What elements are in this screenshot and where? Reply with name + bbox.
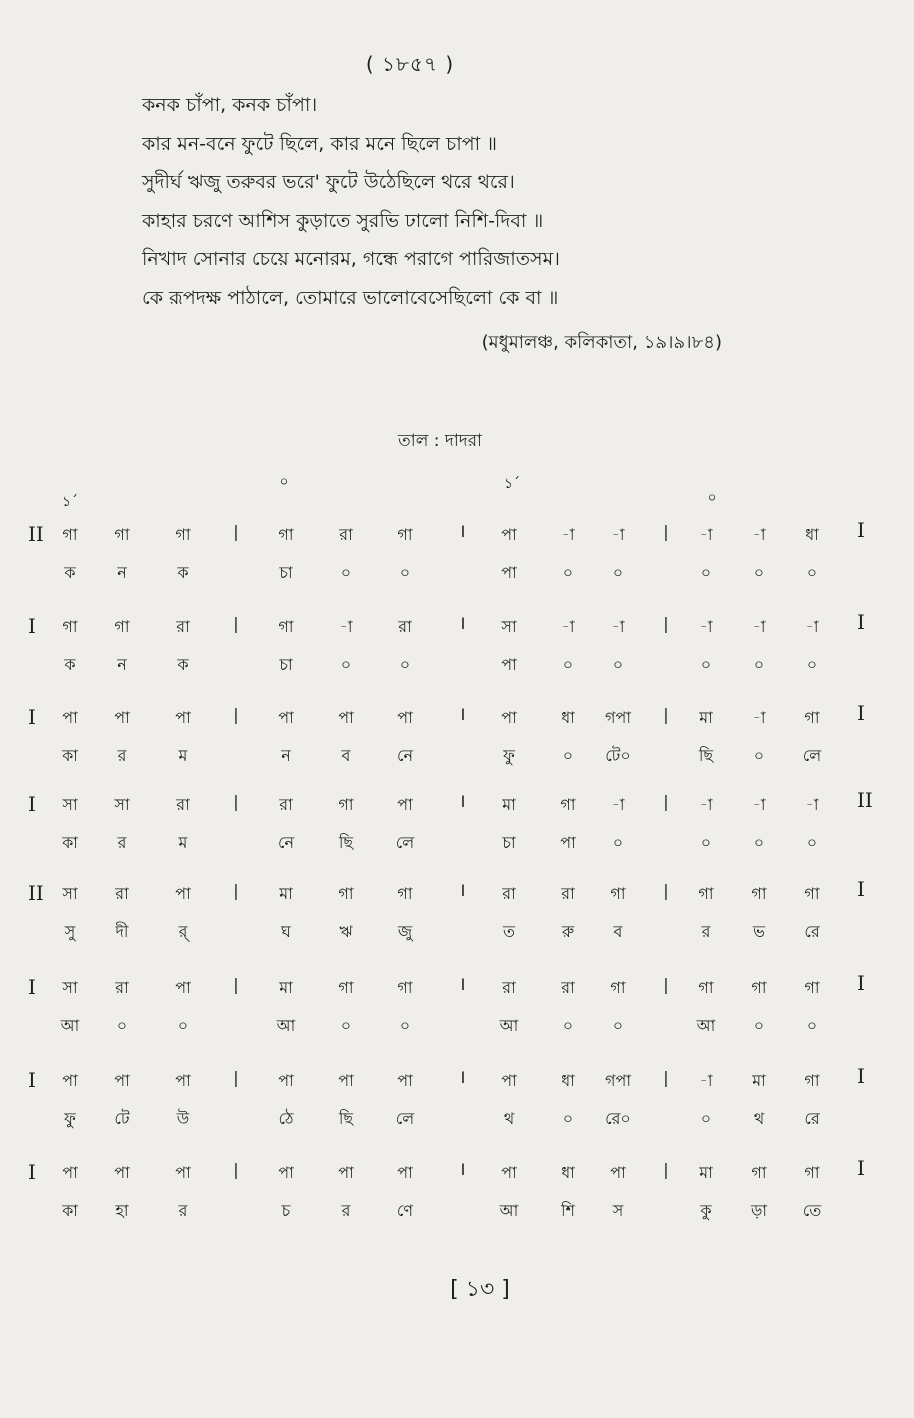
syllable: ন	[117, 655, 127, 674]
row-end-bar: II	[857, 788, 873, 812]
syllable: পা	[501, 655, 517, 674]
syllable: ব	[613, 922, 623, 941]
note: গা	[338, 884, 354, 903]
syllable: রু	[561, 922, 575, 941]
syllable: ০	[806, 1016, 818, 1035]
note: -া	[752, 708, 766, 727]
page-number: [ ১৩ ]	[450, 1277, 510, 1302]
note: পা	[278, 708, 294, 727]
syllable: টে০	[605, 746, 631, 765]
lyric-line: কে রূপদক্ষ পাঠালে, তোমারে ভালোবেসেছিলো কে বা ॥	[142, 286, 559, 309]
lyric-line: কার মন-বনে ফুটে ছিলে, কার মনে ছিলে চাপা ॥	[142, 132, 497, 155]
note: সা	[62, 795, 78, 814]
syllable: ০	[116, 1016, 128, 1035]
syllable: ০	[399, 563, 411, 582]
syllable: হা	[115, 1201, 129, 1220]
syllable: দী	[115, 922, 129, 941]
syllable: ছি	[698, 746, 714, 765]
measure-bar: |	[233, 792, 239, 811]
note: পা	[114, 1071, 130, 1090]
syllable: থ	[753, 1109, 765, 1128]
syllable: ০	[806, 833, 818, 852]
row-start-bar: II	[28, 881, 44, 905]
row-start-bar: I	[28, 1068, 36, 1092]
note: ধা	[561, 1071, 575, 1090]
note: পা	[114, 708, 130, 727]
note: গা	[804, 978, 820, 997]
syllable: ক	[64, 563, 76, 582]
syllable: ০	[753, 563, 765, 582]
note: গা	[397, 978, 413, 997]
syllable: ০	[700, 1109, 712, 1128]
syllable: ০	[806, 655, 818, 674]
syllable: ০	[562, 563, 574, 582]
note: গা	[751, 978, 767, 997]
beat-mark: ১´	[503, 476, 521, 492]
note: -া	[699, 1071, 713, 1090]
note: পা	[338, 708, 354, 727]
row-start-bar: I	[28, 975, 36, 999]
syllable: ক	[177, 655, 189, 674]
note: -া	[611, 617, 625, 636]
syllable: র্	[178, 922, 188, 941]
row-start-bar: II	[28, 522, 44, 546]
syllable: ব	[341, 746, 351, 765]
measure-bar: |	[233, 975, 239, 994]
beat-mark: ১´	[61, 494, 79, 510]
syllable: ফু	[503, 746, 515, 765]
syllable: ০	[753, 833, 765, 852]
syllable: ০	[612, 655, 624, 674]
note: রা	[176, 617, 190, 636]
syllable: কু	[700, 1201, 712, 1220]
row-end-bar: I	[857, 1064, 865, 1088]
syllable: ০	[562, 1016, 574, 1035]
syllable: উ	[176, 1109, 190, 1128]
measure-bar: I	[460, 1160, 466, 1179]
syllable: ০	[562, 1109, 574, 1128]
measure-bar: I	[460, 792, 466, 811]
syllable: ফু	[64, 1109, 76, 1128]
note: রা	[279, 795, 293, 814]
note: পা	[62, 708, 78, 727]
note: রা	[339, 525, 353, 544]
row-end-bar: I	[857, 877, 865, 901]
syllable: রে০	[605, 1109, 631, 1128]
note: গা	[610, 884, 626, 903]
syllable: রে	[804, 1109, 820, 1128]
note: মা	[699, 708, 713, 727]
syllable: ০	[340, 563, 352, 582]
measure-bar: I	[460, 614, 466, 633]
note: গা	[62, 525, 78, 544]
note: গা	[560, 795, 576, 814]
syllable: র	[701, 922, 711, 941]
note: গা	[114, 525, 130, 544]
lyric-line: নিখাদ সোনার চেয়ে মনোরম, গন্ধে পরাগে পারিজাতসম।	[142, 248, 560, 270]
note: -া	[339, 617, 353, 636]
syllable: ০	[399, 655, 411, 674]
note: গা	[698, 978, 714, 997]
note: গা	[338, 795, 354, 814]
syllable: তে	[802, 1201, 822, 1220]
measure-bar: |	[663, 975, 669, 994]
syllable: ০	[562, 746, 574, 765]
beat-mark: ০	[279, 474, 289, 490]
note: গা	[804, 1071, 820, 1090]
syllable: ঘ	[281, 922, 291, 941]
syllable: চা	[279, 563, 293, 582]
note: পা	[175, 708, 191, 727]
syllable: নে	[396, 746, 414, 765]
syllable: ০	[612, 1016, 624, 1035]
note: -া	[752, 525, 766, 544]
syllable: ছি	[338, 833, 354, 852]
row-end-bar: I	[857, 971, 865, 995]
note: গা	[397, 884, 413, 903]
syllable: ছি	[338, 1109, 354, 1128]
note: মা	[699, 1163, 713, 1182]
note: পা	[175, 978, 191, 997]
syllable: ণে	[396, 1201, 414, 1220]
note: ধা	[561, 1163, 575, 1182]
note: পা	[397, 1163, 413, 1182]
note: গা	[175, 525, 191, 544]
note: -া	[805, 795, 819, 814]
beat-mark: ০	[707, 490, 717, 506]
note: গা	[804, 884, 820, 903]
syllable: ক	[64, 655, 76, 674]
syllable: লে	[802, 746, 822, 765]
row-start-bar: I	[28, 614, 36, 638]
note: গা	[610, 978, 626, 997]
note: রা	[398, 617, 412, 636]
measure-bar: |	[233, 1160, 239, 1179]
syllable: ঠে	[278, 1109, 294, 1128]
syllable: টে	[114, 1109, 130, 1128]
syllable: ০	[399, 1016, 411, 1035]
note: ধা	[561, 708, 575, 727]
row-end-bar: I	[857, 701, 865, 725]
syllable: ক	[177, 563, 189, 582]
note: পা	[501, 1163, 517, 1182]
measure-bar: |	[663, 792, 669, 811]
note: পা	[501, 1071, 517, 1090]
syllable: ০	[177, 1016, 189, 1035]
note: মা	[279, 884, 293, 903]
row-start-bar: I	[28, 792, 36, 816]
syllable: আ	[696, 1016, 716, 1035]
note: পা	[278, 1071, 294, 1090]
note: পা	[278, 1163, 294, 1182]
syllable: ০	[700, 563, 712, 582]
measure-bar: |	[663, 1068, 669, 1087]
note: পা	[610, 1163, 626, 1182]
syllable: ০	[340, 655, 352, 674]
syllable: রে	[804, 922, 820, 941]
note: মা	[279, 978, 293, 997]
note: গা	[751, 1163, 767, 1182]
note: -া	[699, 795, 713, 814]
syllable: ০	[753, 746, 765, 765]
note: -া	[805, 617, 819, 636]
syllable: র	[117, 833, 127, 852]
note: -া	[561, 617, 575, 636]
syllable: ন	[281, 746, 291, 765]
syllable: নে	[277, 833, 295, 852]
measure-bar: |	[663, 614, 669, 633]
syllable: চা	[502, 833, 516, 852]
note: রা	[115, 884, 129, 903]
note: রা	[176, 795, 190, 814]
measure-bar: |	[233, 522, 239, 541]
note: পা	[338, 1071, 354, 1090]
syllable: ন	[117, 563, 127, 582]
note: পা	[62, 1163, 78, 1182]
syllable: র	[341, 1201, 351, 1220]
note: গপা	[605, 1071, 631, 1090]
note: গা	[751, 884, 767, 903]
note: গা	[338, 978, 354, 997]
tala-heading: তাল : দাদরা	[398, 431, 482, 451]
note: পা	[397, 1071, 413, 1090]
row-start-bar: I	[28, 705, 36, 729]
syllable: সু	[64, 922, 76, 941]
note: -া	[561, 525, 575, 544]
note: মা	[502, 795, 516, 814]
row-start-bar: I	[28, 1160, 36, 1184]
note: -া	[699, 525, 713, 544]
note: মা	[752, 1071, 766, 1090]
syllable: ০	[562, 655, 574, 674]
note: ধা	[805, 525, 819, 544]
lyric-line: কনক চাঁপা, কনক চাঁপা।	[142, 94, 318, 116]
syllable: লে	[395, 1109, 415, 1128]
syllable: কা	[62, 1201, 78, 1220]
note: গা	[278, 617, 294, 636]
note: -া	[611, 525, 625, 544]
syllable: ০	[612, 833, 624, 852]
note: পা	[114, 1163, 130, 1182]
measure-bar: |	[233, 614, 239, 633]
syllable: আ	[276, 1016, 296, 1035]
measure-bar: |	[663, 522, 669, 541]
note: গা	[698, 884, 714, 903]
note: পা	[397, 795, 413, 814]
lyric-line: কাহার চরণে আশিস কুড়াতে সুরভি ঢালো নিশি-দিবা ॥	[142, 209, 544, 232]
syllable: ভ	[753, 922, 765, 941]
syllable: ০	[753, 1016, 765, 1035]
syllable: স	[612, 1201, 624, 1220]
syllable: র	[117, 746, 127, 765]
note: পা	[501, 525, 517, 544]
note: -া	[752, 617, 766, 636]
note: রা	[502, 978, 516, 997]
syllable: শি	[560, 1201, 576, 1220]
note: পা	[397, 708, 413, 727]
measure-bar: |	[233, 881, 239, 900]
note: সা	[62, 884, 78, 903]
syllable: ০	[700, 655, 712, 674]
note: পা	[175, 1071, 191, 1090]
note: গপা	[605, 708, 631, 727]
note: পা	[501, 708, 517, 727]
syllable: পা	[501, 563, 517, 582]
syllable: ০	[700, 833, 712, 852]
syllable: কা	[62, 833, 78, 852]
syllable: লে	[395, 833, 415, 852]
measure-bar: I	[460, 881, 466, 900]
syllable: চা	[279, 655, 293, 674]
syllable: ড়া	[750, 1201, 768, 1220]
note: পা	[175, 884, 191, 903]
syllable: পা	[560, 833, 576, 852]
note: গা	[114, 617, 130, 636]
song-number: ( ১৮৫৭ )	[365, 52, 455, 76]
note: গা	[397, 525, 413, 544]
syllable: আ	[499, 1016, 519, 1035]
syllable: আ	[499, 1201, 519, 1220]
measure-bar: |	[663, 705, 669, 724]
syllable: কা	[62, 746, 78, 765]
measure-bar: I	[460, 522, 466, 541]
note: -া	[699, 617, 713, 636]
note: গা	[62, 617, 78, 636]
row-end-bar: I	[857, 610, 865, 634]
syllable: ম	[178, 833, 188, 852]
row-end-bar: I	[857, 518, 865, 542]
syllable: ০	[340, 1016, 352, 1035]
note: পা	[175, 1163, 191, 1182]
syllable: ০	[612, 563, 624, 582]
row-end-bar: I	[857, 1156, 865, 1180]
syllable: থ	[503, 1109, 515, 1128]
measure-bar: |	[663, 1160, 669, 1179]
note: গা	[804, 708, 820, 727]
syllable: ০	[753, 655, 765, 674]
note: রা	[561, 884, 575, 903]
syllable: আ	[60, 1016, 80, 1035]
note: পা	[338, 1163, 354, 1182]
note: রা	[561, 978, 575, 997]
syllable: ত	[502, 922, 515, 941]
syllable: ম	[178, 746, 188, 765]
note: সা	[114, 795, 130, 814]
measure-bar: |	[233, 1068, 239, 1087]
note: -া	[752, 795, 766, 814]
lyric-line: সুদীর্ঘ ঋজু তরুবর ভরে' ফুটে উঠেছিলে থরে থরে।	[142, 171, 515, 193]
note: সা	[501, 617, 517, 636]
note: গা	[278, 525, 294, 544]
note: -া	[611, 795, 625, 814]
syllable: ০	[806, 563, 818, 582]
measure-bar: I	[460, 1068, 466, 1087]
syllable: ঋ	[339, 922, 353, 941]
syllable: চ	[281, 1201, 291, 1220]
note: রা	[115, 978, 129, 997]
measure-bar: I	[460, 975, 466, 994]
measure-bar: I	[460, 705, 466, 724]
note: রা	[502, 884, 516, 903]
syllable: র	[178, 1201, 188, 1220]
measure-bar: |	[663, 881, 669, 900]
lyrics-block	[142, 86, 560, 317]
note: সা	[62, 978, 78, 997]
composition-source: (মধুমালঞ্চ, কলিকাতা, ১৯।৯।৮৪)	[481, 332, 722, 353]
note: গা	[804, 1163, 820, 1182]
measure-bar: |	[233, 705, 239, 724]
note: পা	[62, 1071, 78, 1090]
syllable: জু	[397, 922, 413, 941]
